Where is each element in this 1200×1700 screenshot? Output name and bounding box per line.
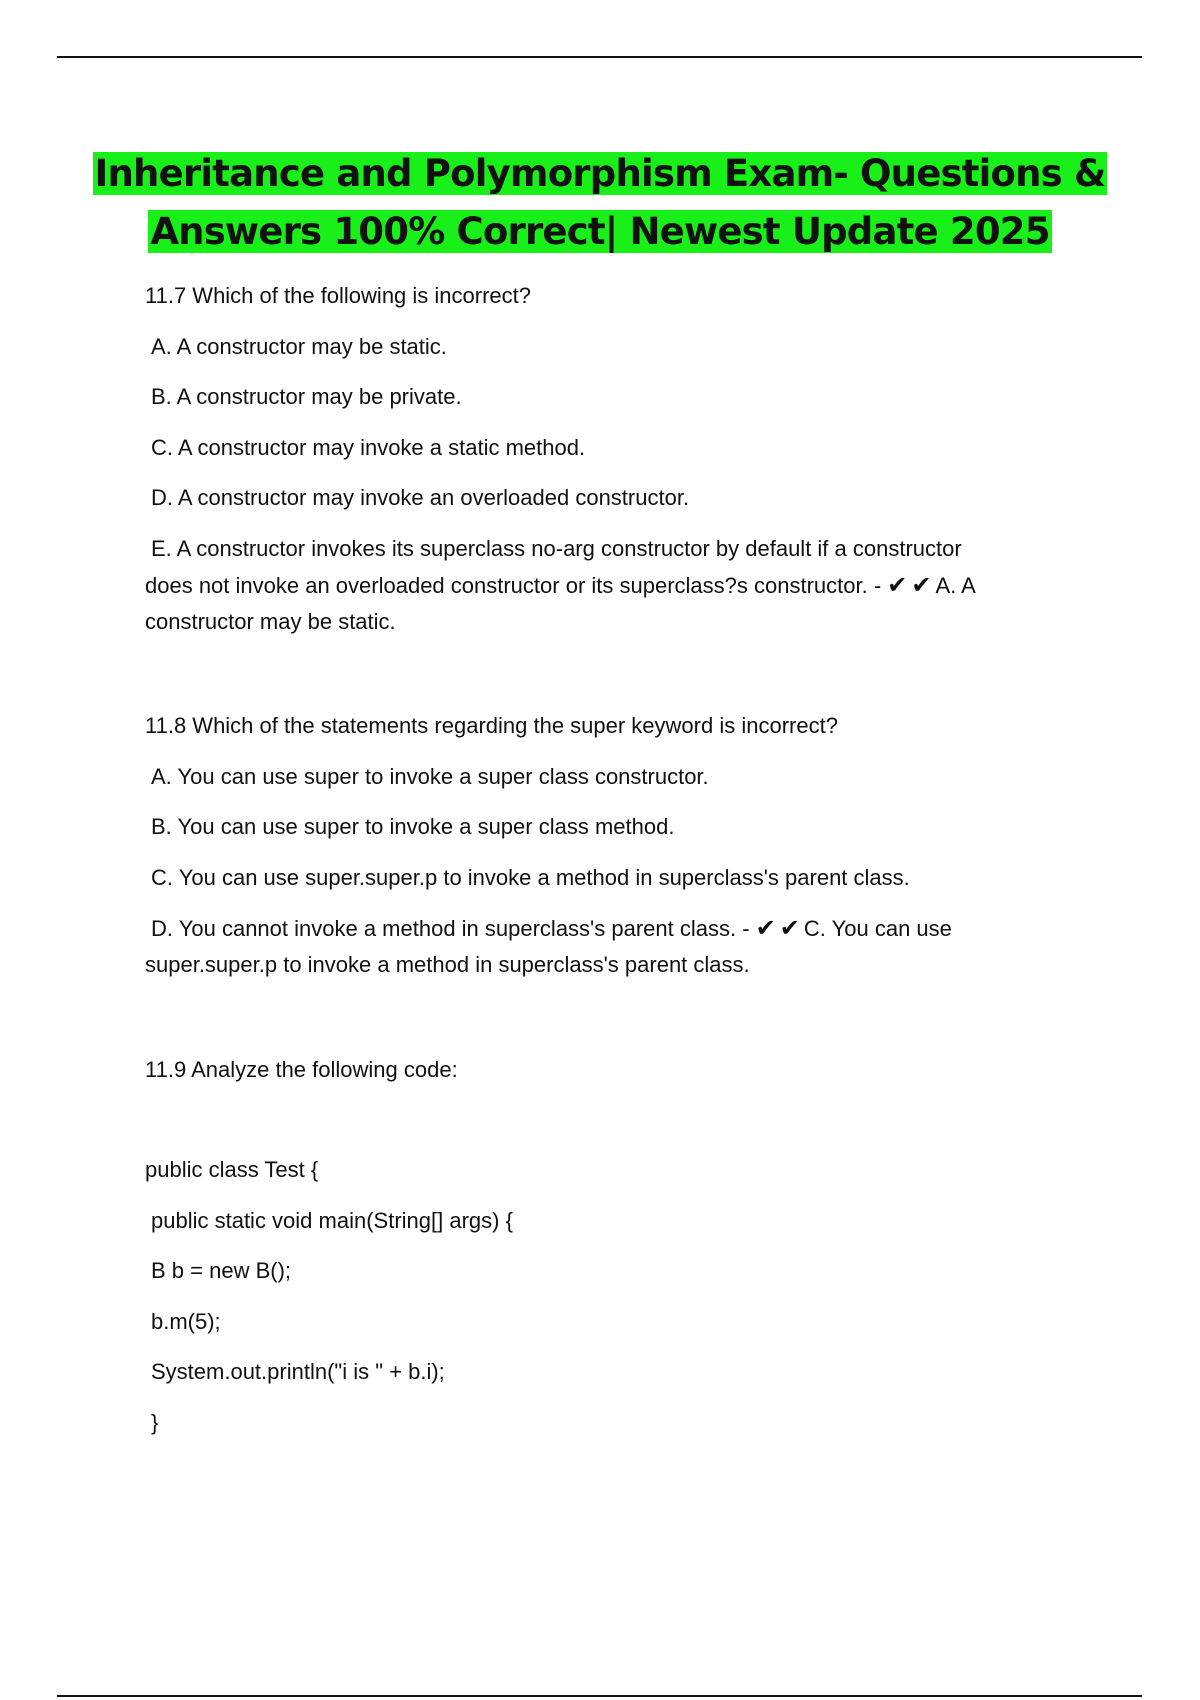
q1-answer-rest: constructor may be static. — [145, 608, 396, 634]
q2-option-a: A. You can use super to invoke a super class constructor. — [151, 763, 709, 789]
q1-option-a: A. A constructor may be static. — [151, 333, 447, 359]
code-line-1: public class Test { — [145, 1157, 319, 1182]
q1-option-e-line1: E. A constructor invokes its superclass no-arg constructor by default if a constructor — [151, 535, 962, 561]
question-11-8: 11.8 Which of the statements regarding the super keyword is incorrect? — [145, 713, 838, 738]
q1-answer-start: A. A — [935, 572, 976, 598]
code-line-5: System.out.println("i is " + b.i); — [151, 1359, 445, 1384]
q2-option-b: B. You can use super to invoke a super class method. — [151, 814, 675, 839]
question-11-7: 11.7 Which of the following is incorrect? — [145, 283, 531, 308]
q2-option-d-line1 — [145, 910, 1090, 947]
document-body — [145, 278, 1090, 1455]
code-line-6: } — [151, 1409, 159, 1435]
title-line-1: Inheritance and Polymorphism Exam- Questions & — [94, 152, 1106, 195]
q2-option-c: C. You can use super.super.p to invoke a method in superclass's parent class. — [151, 864, 910, 890]
document-title — [60, 145, 1140, 261]
footer-rule — [57, 1695, 1142, 1697]
code-line-2: public static void main(String[] args) { — [151, 1207, 513, 1233]
check-mark-icon: ✔✔ — [755, 914, 804, 942]
header-rule — [57, 56, 1142, 58]
question-11-9: 11.9 Analyze the following code: — [145, 1056, 458, 1082]
q1-option-e-text: does not invoke an overloaded constructor or its superclass?s constructor. - — [145, 572, 882, 598]
q1-option-c: C. A constructor may invoke a static method. — [151, 434, 586, 460]
q2-answer-rest: super.super.p to invoke a method in superclass's parent class. — [145, 952, 750, 977]
q2-option-d-text: D. You cannot invoke a method in superclass's parent class. - — [151, 916, 750, 941]
q2-option-d-with-answer — [145, 910, 1090, 983]
code-line-3: B b = new B(); — [151, 1258, 292, 1283]
code-line-4: b.m(5); — [151, 1308, 221, 1334]
q1-option-d: D. A constructor may invoke an overloaded constructor. — [151, 485, 690, 510]
q1-option-e-line2 — [145, 567, 1090, 604]
check-mark-icon: ✔✔ — [887, 570, 936, 599]
q2-answer-start: C. You can use — [803, 916, 952, 941]
q1-option-b: B. A constructor may be private. — [151, 384, 462, 409]
title-line-2: Answers 100% Correct| Newest Update 2025 — [150, 210, 1050, 253]
q1-option-e-with-answer — [145, 531, 1090, 640]
